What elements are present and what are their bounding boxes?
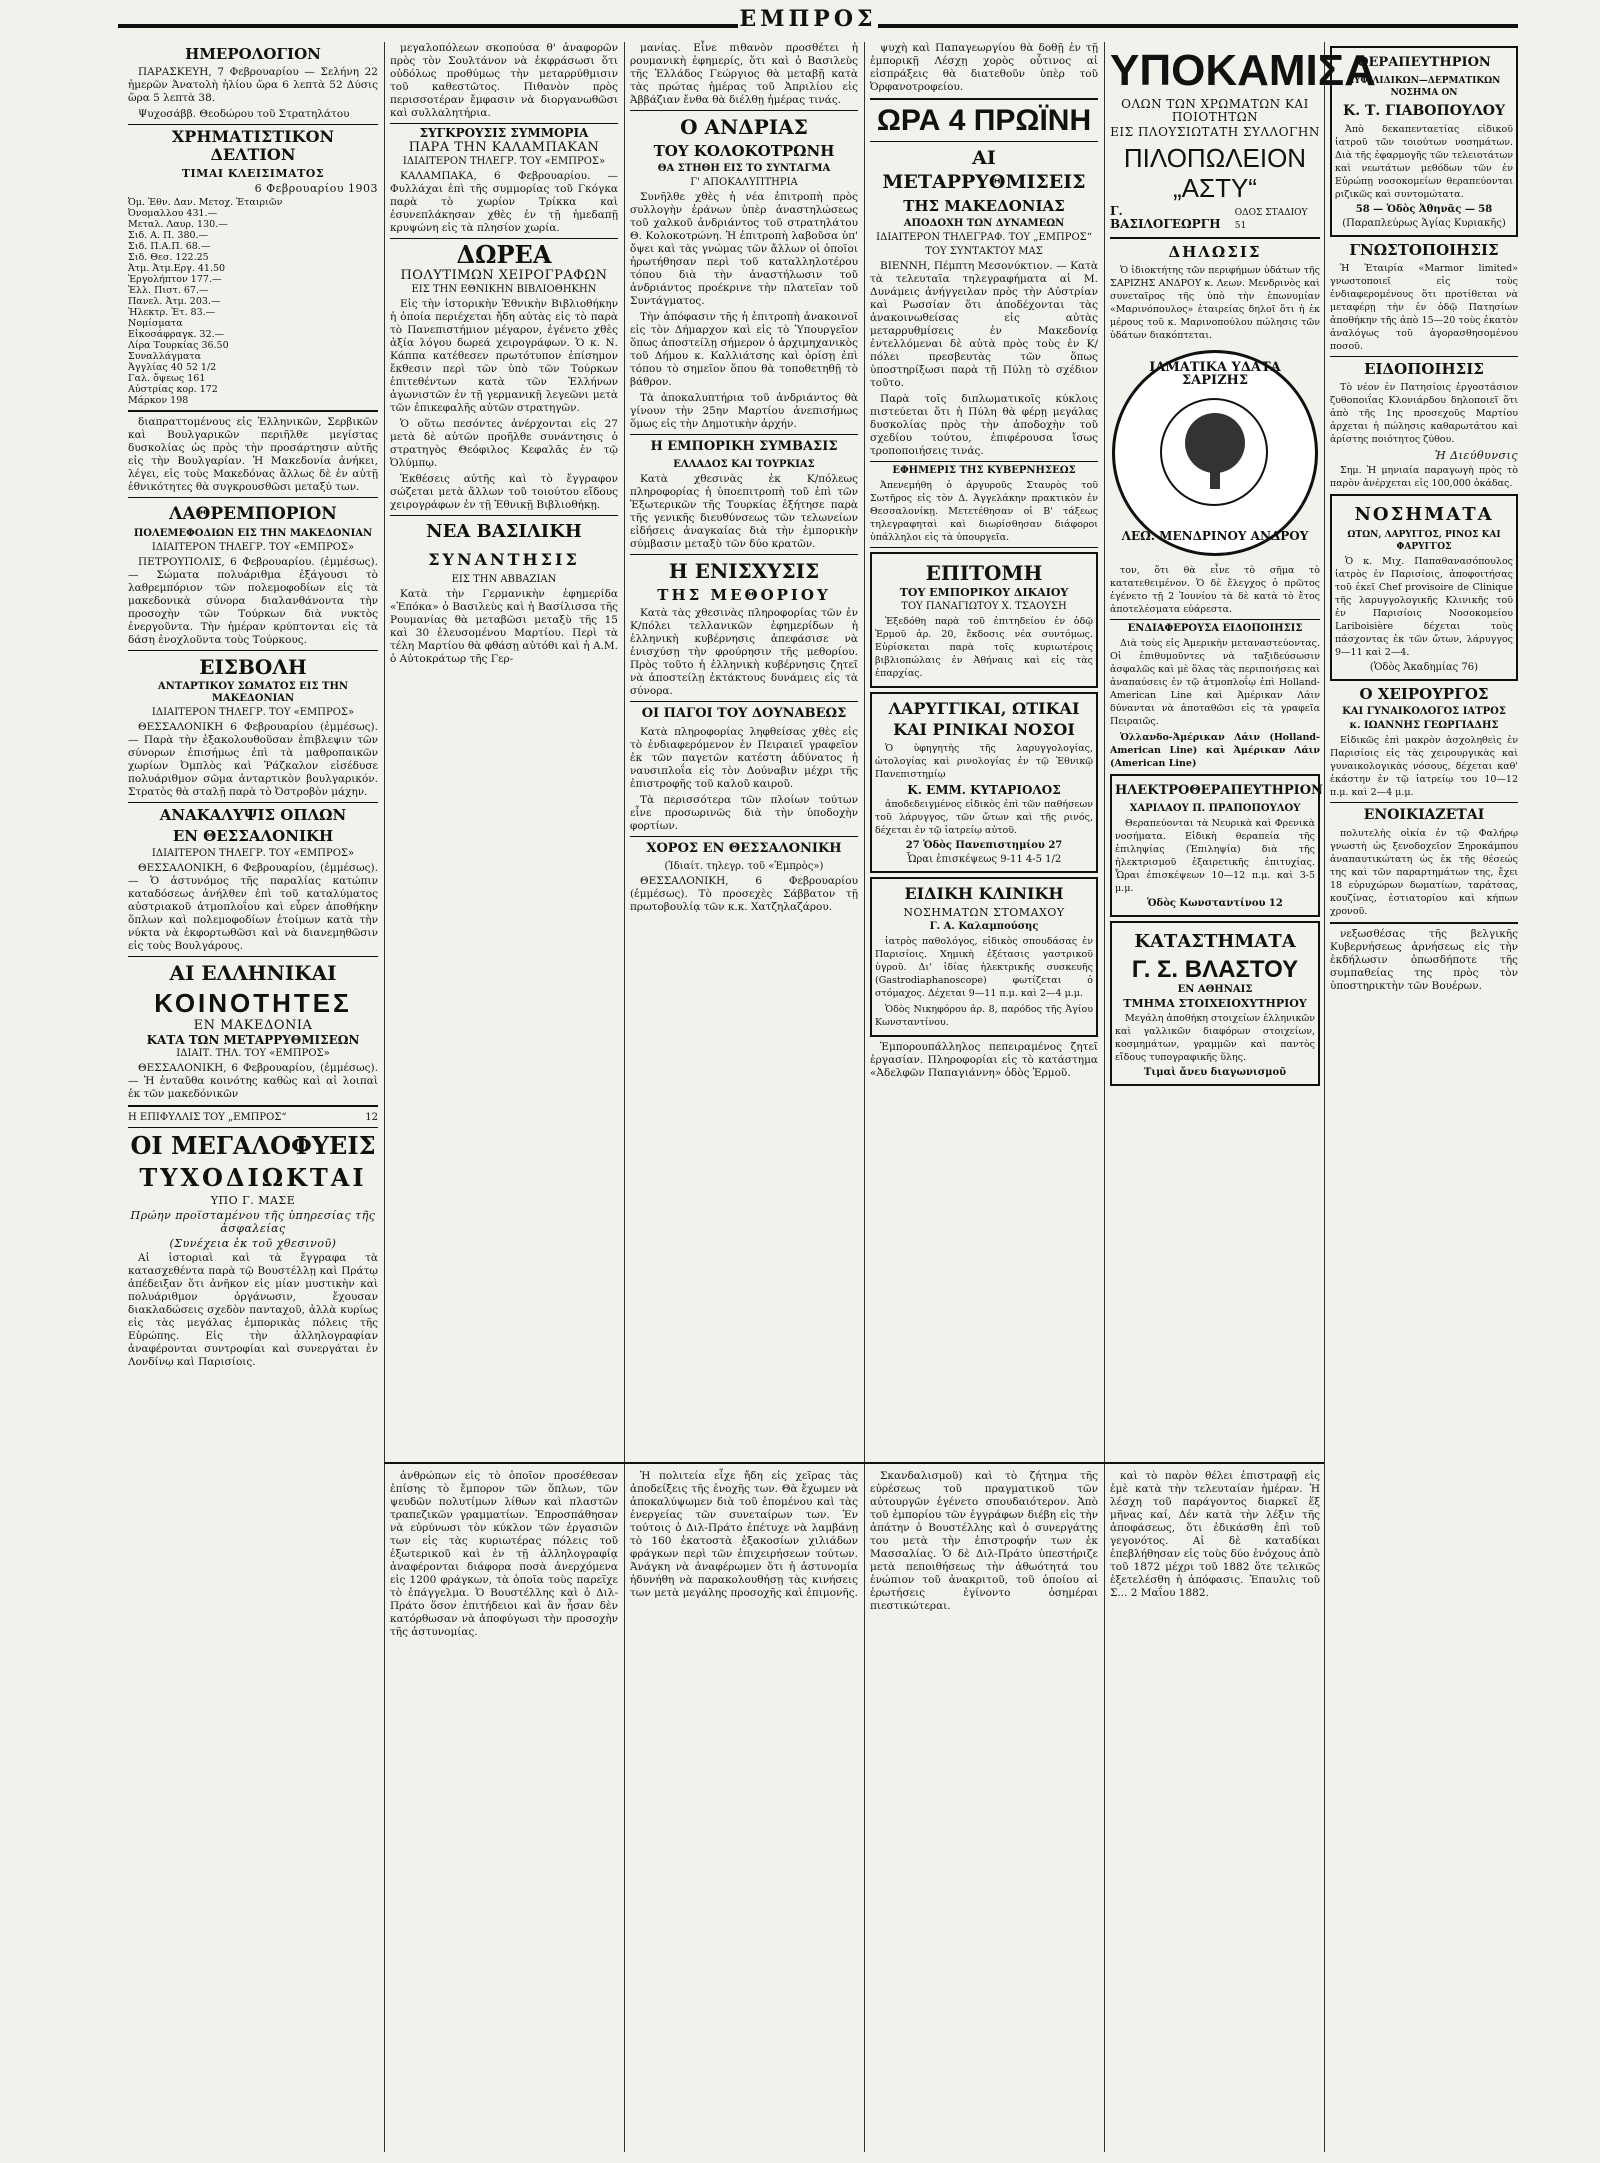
divider — [128, 802, 378, 803]
bulletin-row: Ἠλεκτρ. Ἑτ. 83.— — [128, 307, 216, 318]
article-subheading: ΕΝ ΜΑΚΕΔΟΝΙΑ — [193, 1018, 313, 1033]
article-text: ΘΕΣΣΑΛΟΝΙΚΗ, 6 Φεβρουαρίου, (ἐμμέσως). — Ὁ ἀστυνόμος τῆς παραλίας κατώπιν καταδόσεως ἀνήλθεν ἐπὶ τοῦ καταλύματος αὐστριακοῦ ἀτμοπλοΐου καὶ εὗρεν ἀποθήκην ὅπλων καὶ πολεμοφοδίων ἑτοίμων κατὰ τὴν νύκτα νὰ ἐκφορτωθῶσι καὶ νὰ διανεμηθῶσιν εἰς τοὺς Βουλγάρους. — [128, 862, 378, 952]
column-rule — [624, 42, 625, 2152]
bulletin-row: Ἑλλ. Πιστ. 67.— — [128, 285, 209, 296]
article-text: μεγαλοπόλεων σκοπούσα θ' ἀναφορῶν πρὸς τὸν Σουλτάνον νὰ ἐκφράσωσι ὅτι οὐδόλως προθύμως τὴν μεταρρύθμισιν τοῦ καθεστῶτος. Πιθανὸν πρὸς περισσοτέραν ἔμφασιν νὰ διοργανωθῶσι καὶ συλλαλητήρια. — [390, 42, 618, 119]
article-heading: ΣΥΝΑΝΤΗΣΙΣ — [428, 550, 580, 569]
advert-text: Διὰ τοὺς εἰς Ἀμερικὴν μεταναστεύοντας. Οἱ ἐπιθυμοῦντες νὰ ταξιδεύσωσιν ἀσφαλῶς καὶ μὲ ὅλας τὰς περιποιήσεις καὶ ἀναπαύσεις ἐν τῷ ἀτμοπλοΐῳ ἐπὶ Holland-American Line καὶ Ἀμέρικαν Λάιν δύνανται νὰ ἀποταθῶσι εἰς τὰ γραφεῖα Πειραιῶς. — [1110, 638, 1320, 727]
advert-doctor-name: Γ. Α. Καλαμπούσης — [929, 921, 1039, 932]
advert-subheading: ΝΟΣΗΜΑΤΩΝ ΣΤΟΜΑΧΟΥ — [903, 906, 1065, 919]
advert-therapy — [1330, 46, 1518, 237]
divider — [1110, 237, 1320, 239]
article-heading: ΤΗΣ ΜΕΘΟΡΙΟΥ — [657, 586, 831, 604]
article-subheading: ΠΟΛΥΤΙΜΩΝ ΧΕΙΡΟΓΡΑΦΩΝ — [400, 268, 608, 283]
divider — [630, 701, 858, 702]
bulletin-table — [128, 197, 378, 406]
advert-subheading: ΕΝ ΑΘΗΝΑΙΣ — [1177, 984, 1253, 995]
advert-store-line — [1110, 205, 1320, 233]
advert-clinic — [870, 877, 1098, 1037]
advert-electrotherapy — [1110, 774, 1323, 917]
article-text: ΘΕΣΣΑΛΟΝΙΚΗ, 6 Φεβρουαρίου, (ἐμμέσως). — Ἡ ἐνταῦθα κοινότης καθὼς καὶ αἱ λοιπαὶ ἐκ τῶν μακεδόνικῶν — [128, 1062, 378, 1100]
column-5 — [1110, 42, 1376, 1462]
bulletin-row: Ἀτμ. Ἀτμ.Εργ. 41.50 — [128, 263, 226, 274]
notice-heading: ΓΝΩΣΤΟΠΟΙΗΣΙΣ — [1349, 241, 1499, 259]
advert-stores — [1110, 921, 1320, 1086]
article-text: Ἐκθέσεις αὐτῆς καὶ τὸ ἔγγραφον σώζεται μετὰ ἄλλων τοῦ τοιούτου εἴδους χειρογράφων ἐν τῇ Ἐθνικῇ Βιβλιοθήκῃ. — [390, 473, 618, 511]
bulletin-row: Γαλ. ὄψεως 161 — [128, 373, 206, 384]
advert-address: 27 Ὁδὸς Πανεπιστημίου 27 — [905, 840, 1063, 851]
notice-text: Ἡ Ἑταιρία «Marmor limited» γνωστοποιεῖ εἰς τοὺς ἐνδιαφερομένους ὅτι προτίθεται νὰ μεταφέρῃ τὴν ἐν ὁδῷ Πατησίων ἀποθήκην τῆς ἀπὸ 15—20 τοὺς ἑκατὸν ἀναλόγως τοῦ ἀγορασθησομένου ποσοῦ. — [1330, 263, 1518, 352]
advert-store-name: ΠΙΛΟΠΩΛΕΙΟΝ „ΑΣΤΥ“ — [1123, 143, 1307, 203]
edition-heading: ΩΡΑ 4 ΠΡΩΪΝΗ — [876, 104, 1092, 137]
advert-heading: ΛΑΡΥΓΓΙΚΑΙ, ΩΤΙΚΑΙ — [888, 699, 1080, 718]
advert-heading: ΚΑΤΑΣΤΗΜΑΤΑ — [1134, 931, 1296, 952]
notice-heading: ΕΙΔΟΠΟΙΗΣΙΣ — [1364, 360, 1484, 378]
bulletin-date: 6 Φεβρουαρίου 1903 — [254, 182, 378, 195]
article-subheading: ΑΝΤΑΡΤΙΚΟΥ ΣΩΜΑΤΟΣ ΕΙΣ ΤΗΝ ΜΑΚΕΔΟΝΙΑΝ — [157, 681, 349, 704]
divider — [390, 123, 618, 124]
serial-band-rule — [384, 1462, 1324, 1464]
article-heading: ΕΦΗΜΕΡΙΣ ΤΗΣ ΚΥΒΕΡΝΗΣΕΩΣ — [892, 465, 1076, 476]
article-heading: ΤΟΥ ΚΟΛΟΚΟΤΡΩΝΗ — [653, 142, 835, 160]
article-text: ΘΕΣΣΑΛΟΝΙΚΗ 6 Φεβρουαρίου (ἐμμέσως). — Παρὰ τὴν ἐξακολουθοῦσαν ἐπιβλεψιν τῶν σύνορων ἐπισήμως ἐπὶ τὰ μαθροπαικῶν χωρίων Ὀμπλὸς καὶ Ῥάζκαλον εἰσέδυσε πολυάριθμον σῶμα ἀνταρτικὸν βουλγαρικόν. Στρατὸς θὰ σταλῇ παρὰ τὸ Ὀστροβὸν μάχην. — [128, 721, 378, 798]
advert-heading: ΕΙΔΙΚΗ ΚΛΙΝΙΚΗ — [904, 884, 1064, 903]
bulletin-subheading: ΤΙΜΑΙ ΚΛΕΙΣΙΜΑΤΟΣ — [181, 167, 325, 180]
article-subheading: ΕΙΣ ΤΗΝ ΑΒΒΑΖΙΑΝ — [451, 574, 557, 585]
tree-icon — [1185, 413, 1245, 473]
column-3 — [630, 42, 858, 1462]
article-text: Κατὰ πληροφορίας ληφθείσας χθὲς εἰς τὸ ἐνδιαφερόμενον ἐν Πειραιεῖ γραφεῖον ἐκ τῶν παγετῶν κατέστη ἀδύνατος ἡ ναυσιπλοΐα εἰς τὸν Δούναβιν μέχρι τῆς ἐπιστροφῆς τοῦ καλοῦ καιροῦ. — [630, 726, 858, 790]
advert-store-name: Γ. Σ. ΒΛΑΣΤΟΥ — [1131, 956, 1299, 983]
advert-heading: ΕΝΟΙΚΙΑΖΕΤΑΙ — [1363, 807, 1485, 823]
divider — [390, 515, 618, 516]
article-text: ΠΕΤΡΟΥΠΟΛΙΣ, 6 Φεβρουαρίου. (ἐμμέσως). — Σώματα πολυάριθμα ἐξάγουσι τὸ λαθρεμπόριον τῶν πολεμοφοδίων εἰς τὰ μακεδονικὰ σύνορα διαλανθάνοντα τὴν προσοχὴν τῶν Τούρκων διὰ νυκτὸς ἐνεργοῦντα. Τὴν ἡμέραν κρύπτονται εἰς τὰ δάση ἐνοχλοῦντα τοὺς Τούρκους. — [128, 556, 378, 646]
classified-text: Ἐμπορουπάλληλος πεπειραμένος ζητεῖ ἐργασίαν. Πληροφορίαι εἰς τὸ κατάστημα «Ἀδελφῶν Παπαγιάννη» ὁδὸς Ἑρμοῦ. — [870, 1041, 1098, 1079]
notice-text: τον, ὅτι θὰ εἶνε τὸ σῆμα τὸ κατατεθειμένον. Ὁ δὲ ἔλεγχος ὁ πρῶτος ἐγένετο τῇ 2 Ἰουνίου τὰ δὲ κατὰ τὸ ἔτος ἀποτελέσματα εὐάρεστα. — [1110, 565, 1320, 615]
advert-price: Τιμαὶ ἄνευ διαγωνισμοῦ — [1143, 1067, 1287, 1078]
divider — [870, 461, 1098, 462]
notice-text: Τὸ νέον ἐν Πατησίοις ἐργοστάσιον ζυθοποιΐας Κλονιάρδου δηλοποιεῖ ὅτι ἀπὸ τῆς 1ης προσεχοῦς Μαρτίου ἀρχεται ἡ πώλησις καθαρωτάτου καὶ ἀρίστης ποιότητος ζύθου. — [1330, 382, 1518, 445]
column-rule — [1104, 42, 1105, 2152]
advert-address: (Παραπλεύρως Ἁγίας Κυριακῆς) — [1342, 218, 1506, 229]
advert-doctor-name: κ. ΙΩΑΝΝΗΣ ΓΕΩΡΓΙΑΔΗΣ — [1349, 720, 1499, 731]
serial-continued: (Συνέχεια ἐκ τοῦ χθεσινοῦ) — [169, 1237, 337, 1250]
advert-ent — [870, 692, 1098, 873]
column-rule — [384, 42, 385, 2152]
bulletin-row: Ὀνομαλλου 431.— — [128, 208, 218, 219]
advert-heading: ΘΕΡΑΠΕΥΤΗΡΙΟΝ — [1357, 55, 1491, 70]
article-subheading: ΠΑΡΑ ΤΗΝ ΚΑΛΑΜΠΑΚΑΝ — [408, 140, 600, 155]
advert-text: Ὁ ὑφηγητὴς τῆς λαρυγγολογίας, ὠτολογίας καὶ ρινολογίας ἐν τῷ Ἐθνικῷ Πανεπιστημίῳ — [875, 743, 1093, 780]
bulletin-row: Ἐργολήπτον 177.— — [128, 274, 222, 285]
article-heading: ΕΙΣΒΟΛΗ — [199, 655, 307, 679]
column-1 — [128, 42, 378, 2152]
article-text: ψυχὴ καὶ Παπαγεωργίου θὰ δοθῇ ἐν τῇ ἐμπορικῇ Λέσχῃ χορὸς οὗτινος αἱ εἰσπράξεις θὰ διατεθοῦν ὑπὲρ τοῦ Ὀρφανοτροφείου. — [870, 42, 1098, 93]
advert-text: ἰατρὸς παθολόγος, εἰδικὸς σπουδάσας ἐν Παρισίοις. Χημικὴ ἐξέτασις γαστρικοῦ ὑγροῦ. Δι' ἰδίας ἠλεκτρικῆς συσκευῆς (Gastrodiaphanoscope) φωτίζεται ὁ στόμαχος. Δέχεται 9—11 π.μ. καὶ 2—4 μ.μ. — [875, 936, 1093, 999]
divider — [870, 141, 1098, 142]
bulletin-row: Λίρα Τουρκίας 36.50 — [128, 340, 229, 351]
article-heading: ΑΙ ΜΕΤΑΡΡΥΘΜΙΣΕΙΣ — [882, 147, 1086, 193]
bulletin-row: Μεταλ. Λαυρ. 130.— — [128, 219, 228, 230]
advert-diseases — [1330, 494, 1518, 681]
advert-heading: ΕΠΙΤΟΜΗ — [925, 561, 1043, 585]
serial-column-4 — [870, 1470, 1098, 2150]
article-source: ΙΔΙΑΙΤΕΡΟΝ ΤΗΛΕΓΡ. ΤΟΥ «ΕΜΠΡΟΣ» — [151, 848, 355, 859]
serial-author-note: Πρώην προϊσταμένου τῆς ὑπηρεσίας τῆς ἀσφαλείας — [130, 1209, 376, 1235]
divider — [630, 554, 858, 555]
divider — [128, 1127, 378, 1128]
divider — [128, 1105, 378, 1107]
advert-heading: ΗΛΕΚΤΡΟΘΕΡΑΠΕΥΤΗΡΙΟΝ — [1115, 783, 1323, 798]
advert-text: Ὁλλανδο-Ἀμέρικαν Λάιν (Holland-American Line) καὶ Ἀμέρικαν Λάιν (American Line) — [1110, 732, 1320, 769]
article-source: (Ἰδιαίτ. τηλεγρ. τοῦ «Ἐμπρὸς») — [664, 861, 824, 872]
calendar-text: Ψυχοσάββ. Θεοδώρου τοῦ Στρατηλάτου — [138, 108, 350, 120]
serial-text: ἀνθρώπων εἰς τὸ ὁποῖον προσέθεσαν ἐπίσης τὸ ἔμπορον τῶν ὅπλων, τῶν ψευδῶν πολυτίμων λίθων καὶ πλαστῶν τραπεζικῶν γραμματίων. Ἐπροσπάθησαν νὰ εὐρύνωσι τὸν κύκλον τῶν ἐργασιῶν των εἰς τὰς κυριωτέρας πόλεις τοῦ ἐξωτερικοῦ καὶ ἐν τῇ ἀλληλογραφίᾳ ἀναφέρονται διάφορα ποσὰ ἀνερχόμενα εἰς 1200 φράγκων, τὰ ὁποῖα τοὺς παρεῖχε τὸ ἐπάγγελμα. Ὁ Βουστέλλης καὶ ὁ Διλ-Πράτο ὅσον ἐπιτήδειοι καὶ ἂν ἦσαν δὲν κατόρθωσαν νὰ ἀποφύγωσι τὴν προσοχὴν τῆς ἀστυνομίας. — [390, 1470, 618, 1638]
article-heading: ΟΙ ΠΑΓΟΙ ΤΟΥ ΔΟΥΝΑΒΕΩΣ — [641, 706, 847, 721]
serial-title: ΟΙ ΜΕΓΑΛΟΦΥΕΙΣ — [130, 1131, 376, 1160]
article-heading: ΛΑΘΡΕΜΠΟΡΙΟΝ — [169, 504, 337, 524]
article-source: ΙΔΙΑΙΤΕΡΟΝ ΤΗΛΕΓΡ. ΤΟΥ «ΕΜΠΡΟΣ» — [151, 707, 355, 718]
article-source: ΙΔΙΑΙΤ. ΤΗΛ. ΤΟΥ «ΕΜΠΡΟΣ» — [176, 1048, 330, 1059]
advert-store-owner: Γ. ΒΑΣΙΛΟΓΕΩΡΓΗ — [1110, 204, 1221, 231]
advert-shirts-sub: ΟΛΩΝ ΤΩΝ ΧΡΩΜΑΤΩΝ ΚΑΙ ΠΟΙΟΤΗΤΩΝ — [1121, 97, 1309, 124]
serial-text: Ἡ πολιτεία εἶχε ἤδη εἰς χεῖρας τὰς ἀποδείξεις τῆς ἐνοχῆς των. Θὰ ἔχωμεν νὰ ἀποκαλύψωμεν διὰ τοῦ ἐπομένου καὶ τὰς ἐνεργείας τῶν συνεταίρων των. Ἐν τούτοις ὁ Διλ-Πράτο ἐπέτυχε νὰ λαμβάνῃ τὸ 160 ἑκατοστὰ ἑξακοσίων χιλιάδων φράγκων περὶ τῶν ἐπιχειρήσεων τούτων. Ἀνάγκη νὰ ἀναφέρωμεν ὅτι ἡ ἀστυνομία ἠδυνήθη νὰ παρακολουθήσῃ τὰς κινήσεις των μετὰ μεγάλης προσοχῆς καὶ ἐπιμονῆς. — [630, 1470, 858, 1599]
divider — [870, 547, 1098, 548]
article-text: ΒΙΕΝΝΗ, Πέμπτη Μεσονύκτιον. — Κατὰ τὰ τελευταῖα τηλεγραφήματα αἱ Μ. Δυνάμεις ἀνήγγειλαν πρὸς τὴν Αὐστρίαν καὶ Ρωσσίαν ὅτι ἀποδέχονται τὰς ἀνακοινωθείσας εἰς αὐτὰς μεταρρυθμίσεις ἐν Μακεδονίᾳ ἐντελλόμεναι δὲ αὐτὰ πρὸς τοὺς ἐν Κ/πόλει πρεσβευτὰς τῶν ὅπως ὑποστηρίξωσι παρὰ τῇ Πύλῃ τὸ σχέδιον τοῦτο. — [870, 260, 1098, 389]
serial-column-5 — [1110, 1470, 1320, 2150]
advert-store-address: ΟΔΟΣ ΣΤΑΔΙΟΥ 51 — [1234, 208, 1308, 231]
divider — [128, 497, 378, 498]
article-heading: ΑΙ ΕΛΛΗΝΙΚΑΙ — [169, 961, 337, 985]
advert-text: ἀποδεδειγμένος εἰδικὸς ἐπὶ τῶν παθήσεων τοῦ λάρυγγος, τῶν ὤτων καὶ τῆς ρινός, δέχεται ἐν τῷ ἰατρείῳ αὐτοῦ. — [875, 799, 1093, 836]
divider — [128, 650, 378, 651]
seal-text: ΛΕΩ. ΜΕΝΔΡΙΝΟΥ ΑΝΔΡΟΥ — [1121, 529, 1309, 543]
article-heading: Ο ΑΝΔΡΙΑΣ — [680, 115, 808, 139]
divider — [1330, 802, 1518, 803]
advert-heading: ΝΟΣΗΜΑΤΑ — [1354, 504, 1494, 525]
column-rule — [864, 42, 865, 2152]
article-text: Συνῆλθε χθὲς ἡ νέα ἐπιτροπὴ πρὸς συλλογὴν ἐράνων ὑπὲρ ἀναστηλώσεως τοῦ χαλκοῦ ἀνδριάντος τοῦ στρατηλάτου Θ. Κολοκοτρώνη. Ἡ ἐπιτροπὴ λαβοῦσα ὑπ' ὄψει καὶ τὰς γνώμας τῶν ἄλλων οἱ ὁποῖοι ἠρωτήθησαν περὶ τοῦ καταλληλοτέρου τόπου διὰ τὴν ἀναστήλωσιν τοῦ ἀνδριάντος προέκρινε τὴν πλατεῖαν τοῦ Συντάγματος. — [630, 191, 858, 307]
serial-text: Αἱ ἱστοριαὶ καὶ τὰ ἔγγραφα τὰ κατασχεθέντα παρὰ τῷ Βουστέλλῃ καὶ Πράτῳ ἀπέδειξαν ὅτι ἀνῆκον εἰς μίαν μυστικὴν καὶ πολυάριθμον ὀργάνωσιν, ἔχουσαν διακλαδώσεις σχεδὸν πανταχοῦ, ἀλλὰ κυρίως εἰς τὰς μεγάλας ἐμπορικὰς πόλεις τῆς Εὐρώπης. Εἰς τὴν ἀλληλογραφίαν ἀναφέρονται συντροφίαι καὶ συνεργάται ἐν Λονδίνῳ καὶ Παρισίοις. — [128, 1252, 378, 1368]
divider — [630, 110, 858, 111]
serial-number: 12 — [365, 1112, 378, 1123]
article-text: Τὴν ἀπόφασιν τῆς ἡ ἐπιτροπὴ ἀνακοινοῖ εἰς τὸν Δήμαρχον καὶ εἰς τὸ Ὑπουργεῖον ὅπως ἀποστείλῃ σήμερον ὁ ἀρχιμηχανικὸς τοῦ Δήμου κ. Καλλιάτσης καὶ ὁρίσῃ ἐπὶ τόπου τὸ σημεῖον ὅπου θὰ τοποθετηθῇ τὸ βάθρον. — [630, 311, 858, 388]
article-heading: ΚΟΙΝΟΤΗΤΕΣ — [154, 988, 352, 1018]
article-text: νεξωσθέσας τῆς βελγικῆς Κυβερνήσεως ἀρνήσεως εἰς τὴν ἐκδήλωσιν ὁπωσδήποτε τῆς συμπαθείας της πρὸς τὸν ὑποστηρικτὴν τῶν Βουέρων. — [1330, 928, 1518, 992]
article-text: Κατὰ τὴν Γερμανικὴν ἐφημερίδα «Ἐπόκα» ὁ Βασιλεὺς καὶ ἡ Βασίλισσα τῆς Ρουμανίας θὰ μεταβῶσι μεταξὺ τῆς 15 καὶ 30 ἐλευσομένου Μαρτίου. Περὶ τὰ τέλη Μαρτίου θὰ φθάσῃ αὐτόθι καὶ ἡ Α.Μ. ὁ Αὐτοκράτωρ τῆς Γερ- — [390, 588, 618, 665]
article-text: μανίας. Εἶνε πιθανὸν προσθέτει ἡ ρουμανικὴ ἐφημερίς, ὅτι καὶ ὁ Βασιλεὺς τῆς Ἑλλάδος Γεώργιος θὰ μεταβῇ κατὰ τὰς πρώτας ἡμέρας τοῦ Ἀπριλίου εἰς Ἀββάζιαν ἔνθα θὰ διέλθῃ ἡμέρας τινάς. — [630, 42, 858, 106]
bulletin-row: Ἀγγλίας 40 52 1/2 — [128, 362, 217, 373]
advert-heading: ΕΝΔΙΑΦΕΡΟΥΣΑ ΕΙΔΟΠΟΙΗΣΙΣ — [1127, 623, 1303, 634]
bulletin-row: Πανελ. Ἀτμ. 203.— — [128, 296, 221, 307]
article-text: ΘΕΣΣΑΛΟΝΙΚΗ, 6 Φεβρουαρίου (ἐμμέσως). Τὸ προσεχὲς Σάββατον τῇ πρωτοβουλίᾳ τῶν κ.κ. Χατζηλαζάρου. — [630, 875, 858, 913]
serial-label: Η ΕΠΙΦΥΛΛΙΣ ΤΟΥ „ΕΜΠΡΟΣ“ — [128, 1112, 287, 1123]
article-text: διαπραττομένους εἰς Ἑλληνικῶν, Σερβικῶν καὶ Βουλγαρικῶν περιῆλθε μεγίστας δυσκολίας ὡς πρὸς τὴν προσάρτησιν αὐτῆς εἰς τὴν Βουλγαρίαν. Ἡ Μακεδονία ἀνήκει, λέγει, εἰς τοὺς Μακεδόνας ἄλλως δὲ ἐν αὐτῇ ἐθνικότητες θὰ συγκρουσθῶσι μεταξύ των. — [128, 416, 378, 493]
article-subheading: Γ' ΑΠΟΚΑΛΥΠΤΗΡΙΑ — [690, 177, 798, 188]
article-text: Τὰ ἀποκαλυπτήρια τοῦ ἀνδριάντος θὰ γίνουν τὴν 25ην Μαρτίου ἀνεπισήμως ὅμως εἰς τὴν Δημοτικὴν ἀρχήν. — [630, 392, 858, 430]
advert-subheading: ΩΤΩΝ, ΛΑΡΥΓΓΟΣ, ΡΙΝΟΣ ΚΑΙ ΦΑΡΥΓΓΟΣ — [1347, 530, 1501, 552]
advert-subheading: ΤΟΥ ΠΑΝΑΓΙΩΤΟΥ Χ. ΤΣΑΟΥΣΗ — [901, 601, 1067, 612]
advert-text: Ὁ κ. Μιχ. Παπαθανασόπουλος ἰατρὸς ἐν Παρισίοις, ἀποφοιτήσας τοῦ ἐκεῖ Chef provisoire de Clinique τῆς λαρυγγολογικῆς Κλινικῆς τοῦ ἐν Παρισίοις Νοσοκομείου Lariboisière δέχεται τοὺς πάσχοντας ἐκ τῶν ὤτων, λάρυγγος 9—11 καὶ 2—4. — [1335, 556, 1513, 658]
serial-author: ΥΠΟ Γ. ΜΑΣΕ — [210, 1194, 296, 1207]
divider — [128, 124, 378, 125]
article-heading: ΣΥΓΚΡΟΥΣΙΣ ΣΥΜΜΟΡΙΑ — [419, 126, 589, 140]
advert-subheading: ΚΑΙ ΓΥΝΑΙΚΟΛΟΓΟΣ ΙΑΤΡΟΣ — [1342, 706, 1506, 717]
advert-doctor-name: Κ. Τ. ΓΙΑΒΟΠΟΥΛΟΥ — [1343, 103, 1505, 119]
advert-text: πολυτελὴς οἰκία ἐν τῷ Φαλήρῳ γνωστὴ ὡς ξενοδοχεῖον Ξηροκάμπου ἀναπαυτικώτατη ὡς ἐκ τῆς θέσεώς της καὶ τῶν παραρτημάτων της, ἔχει 18 εὐρυχώρων δωματίων, ταράτσας, κουζίνας, ἐστιατορίου καὶ κήπων χρονοῦ. — [1330, 828, 1518, 917]
column-rule — [1324, 42, 1325, 2152]
serial-text: καὶ τὸ παρὸν θέλει ἐπιστραφῇ εἰς ἐμὲ κατὰ τὴν τελευταίαν ἡμέραν. Ἡ λέσχη τοῦ παράγοντος διαρκεῖ ἕξ μῆνας καί, Δέν κατὰ τὴν λέξιν τῆς ἀποφάσεως, ὅτι ἐδικάσθη ἐπὶ τοῦ γεγονότος. Αἱ δὲ καταδίκαι ἐπεβλήθησαν εἰς τοὺς δύο ἐνόχους ἀπὸ τοῦ 1872 μέχρι τοῦ 1882 ὅτε τελικῶς ἐξετελέσθη ἡ ἀπόφασις. Ἐπαυλις τοῦ Σ... 2 Μαΐου 1882. — [1110, 1470, 1320, 1599]
bulletin-heading: ΧΡΗΜΑΤΙΣΤΙΚΟΝ ΔΕΛΤΙΟΝ — [171, 127, 335, 164]
serial-column-3 — [630, 1470, 858, 2150]
article-text: ΚΑΛΑΜΠΑΚΑ, 6 Φεβρουαρίου. — Φυλλάχαι ἐπὶ τῆς συμμορίας τοῦ Γκόγκα παρὰ τὸ χωρίον Τρίκκα καὶ ἐσυνεπλάκησαν χθὲς ἐν τῇ ἡμεδαπῇ κρυψώνη εἰς τὰ πλησίον χωρία. — [390, 170, 618, 234]
divider — [630, 836, 858, 837]
divider — [128, 956, 378, 957]
article-subheading: ΘΑ ΣΤΗΘΗ ΕΙΣ ΤΟ ΣΥΝΤΑΓΜΑ — [657, 163, 831, 174]
divider — [870, 98, 1098, 100]
serial-header — [128, 1111, 378, 1124]
newspaper-title: ΕΜΠΡΟΣ — [739, 6, 877, 32]
bulletin-row: Σιδ. Π.Α.Π. 68.— — [128, 241, 211, 252]
article-subheading: ΕΝ ΘΕΣΣΑΛΟΝΙΚΗ — [172, 827, 334, 845]
article-subheading: ΤΗΣ ΜΑΚΕΔΟΝΙΑΣ — [903, 197, 1065, 215]
article-subheading: ΚΑΤΑ ΤΩΝ ΜΕΤΑΡΡΥΘΜΙΣΕΩΝ — [146, 1033, 360, 1047]
column-4 — [870, 42, 1098, 1462]
article-text: Ὁ οὕτω πεσόντες ἀνέρχονται εἰς 27 μετὰ δὲ αὐτῶν προῆλθε συνάντησις ὁ στρατηγὸς Θεόφιλος Κεφαλᾶς ἐν τῷ Ὀλύμπῳ. — [390, 418, 618, 469]
serial-title: ΤΥΧΟΔΙΩΚΤΑΙ — [139, 1163, 367, 1192]
advert-address: Ὁδὸς Νικηφόρου ἀρ. 8, παρόδος τῆς Ἀγίου Κωνσταντίνου. — [875, 1004, 1093, 1028]
article-heading: Η ΕΝΙΣΧΥΣΙΣ — [668, 559, 820, 583]
article-heading: ΝΕΑ ΒΑΣΙΛΙΚΗ — [426, 521, 582, 542]
divider — [128, 410, 378, 412]
serial-column-2 — [390, 1470, 618, 2150]
bulletin-row: Μάρκον 198 — [128, 395, 189, 406]
advert-shirts-sub: ΕΙΣ ΠΛΟΥΣΙΩΤΑΤΗ ΣΥΛΛΟΓΗΝ — [1110, 125, 1320, 139]
bulletin-row: Αὐστρίας κορ. 172 — [128, 384, 218, 395]
advert-text: Θεραπεύονται τὰ Νευρικὰ καὶ Φρενικὰ νοσήματα. Εἰδικὴ θεραπεία τῆς ἐπιληψίας (Ἐπιληψία) διὰ τῆς ἠλεκτρισμοῦ ἐξαιρετικῆς ἐπιτυχίας. Ὧραι ἐπισκέψεων 10—12 π.μ. καὶ 3-5 μ.μ. — [1115, 818, 1315, 894]
article-subheading: ΕΙΣ ΤΗΝ ΕΘΝΙΚΗΝ ΒΙΒΛΙΟΘΗΚΗΝ — [411, 284, 597, 295]
advert-heading: Ο ΧΕΙΡΟΥΡΓΟΣ — [1359, 685, 1489, 703]
article-text: Κατὰ χθεσινὰς ἐκ Κ/πόλεως πληροφορίας ἡ ὑποεπιτροπὴ τοῦ ἐπὶ τῶν Ἐξωτερικῶν τῆς Τουρκίας ἐξήτησε παρὰ τῆς γενικῆς διευθύνσεως τῶν τελωνείων εἰδήσεις ἀναγκαίας διὰ τὴν ἐμπορικὴν σύμβασιν μεταξὺ τῶν δύο κρατῶν. — [630, 473, 858, 550]
advert-address: 58 — Ὁδὸς Ἀθηνᾶς — 58 — [1355, 204, 1493, 215]
divider — [1330, 922, 1518, 924]
advert-address: (Ὁδὸς Ἀκαδημίας 76) — [1369, 662, 1479, 673]
advert-address: Ὁδὸς Κωνσταντίνου 12 — [1147, 898, 1283, 909]
bulletin-row: Νομίσματα — [128, 318, 183, 329]
notice-signature: Ἡ Διεύθυνσις — [1434, 449, 1518, 462]
divider — [1110, 619, 1320, 620]
advert-text: Ἐξεδόθη παρὰ τοῦ ἐπιτηδείου ἐν ὁδῷ Ἑρμοῦ ἀρ. 20, ἔκδοσις νέα συντόμως. Εὑρίσκεται παρὰ τοῖς κυριωτέροις βιβλιοπώλαις ἐν Ἀθήναις καὶ εἰς τὰς ἐπαρχίας. — [875, 616, 1093, 679]
advert-text: Μεγάλη ἀποθήκη στοιχείων ἑλληνικῶν καὶ γαλλικῶν διαφόρων στοιχείων, κοσμημάτων, γραμμῶν καὶ παντὸς εἴδους τυπογραφικῆς ὕλης. — [1115, 1013, 1315, 1063]
advert-text: Εἰδικῶς ἐπὶ μακρὸν ἀσχοληθεὶς ἐν Παρισίοις εἰς τὰς χειρουργικὰς καὶ γυναικολογικὰς νόσους, δέχεται καθ' ἑκάστην ἐν τῷ ἰατρείῳ του 10—12 π.μ. καὶ 2—4 μ.μ. — [1330, 735, 1518, 798]
bulletin-row: Εἰκοσάφραγκ. 32.— — [128, 329, 225, 340]
article-text: Τὰ περισσότερα τῶν πλοίων τούτων εἶνε προσωρινῶς διὰ τὴν ὑποδοχὴν φορτίων. — [630, 794, 858, 832]
bulletin-row: Σιδ. Θεσ. 122.25 — [128, 252, 209, 263]
divider — [1330, 356, 1518, 357]
advert-hours: Ὧραι ἐπισκέψεως 9-11 4-5 1/2 — [906, 854, 1062, 865]
bulletin-table-header: Ὀμ. Ἐθν. Δαν. Μετοχ. Ἑταιριῶν — [128, 197, 283, 208]
article-subheading: ΑΠΟΔΟΧΗ ΤΩΝ ΔΥΝΑΜΕΩΝ — [903, 218, 1065, 229]
article-text: Κατὰ τὰς χθεσινὰς πληροφορίας τῶν ἐν Κ/πόλει τελλανικῶν ἐφημερίδων ἡ ἑλληνικὴ κυβέρνησις ἀπεφάσισε νὰ ἐνισχύσῃ τὴν φρούρησιν τῆς μεθορίου. Πρὸς τοῦτο ἡ ἑλληνικὴ κυβέρνησις ζητεῖ νὰ ἀποστείλῃ ἐκτάκτους δυνάμεις εἰς τὰ σύνορα. — [630, 607, 858, 697]
bulletin-row: Συναλλάγματα — [128, 351, 202, 362]
article-heading: ΑΝΑΚΑΛΥΨΙΣ ΟΠΛΩΝ — [159, 806, 347, 824]
advert-subheading: ΣΥΦΙΛΙΔΙΚΩΝ—ΔΕΡΜΑΤΙΚΩΝ ΝΟΣΗΜΑ ΟΝ — [1347, 76, 1501, 98]
notice-text: Ὁ ἰδιοκτήτης τῶν περιφήμων ὑδάτων τῆς ΣΑΡΙΖΗΣ ΑΝΔΡΟΥ κ. Λεων. Μενδρινὸς καὶ συνεταῖρος τῆς ὑπὸ τὴν ἐπωνυμίαν «Μαρινόπουλος» ἑταιρείας δηλοῖ ὅτι ἡ ἐκ μέρους τοῦ κ. Μαρινοπούλου πώλησις τῶν ὑδάτων διακόπτεται. — [1110, 265, 1320, 341]
serial-text: Σκανδαλισμοῦ) καὶ τὸ ζήτημα τῆς εὐρέσεως τοῦ πραγματικοῦ τῶν αὐτουργῶν ἐγένετο σπουδαιότερον. Ἀπὸ τοῦ ἐμπορίου τῶν ἐγγράφων διέβη εἰς τὴν ἀπάτην ὁ Βουστέλλης καὶ ὁ συνεργάτης του μετὰ τὴν ἐπιστροφήν των ἐκ Μασσαλίας. Ὁ δὲ Διλ-Πράτο ὑπεστήριζε μετὰ πεποιθήσεως τὴν ἀθωότητά του ἐνώπιον τοῦ ἀνακριτοῦ, τοῦ ὁποίου αἱ ἐρωτήσεις ἐγίνοντο ὁσημέραι πιεστικώτεραι. — [870, 1470, 1098, 1612]
masthead — [118, 6, 1518, 36]
tree-trunk — [1210, 465, 1220, 489]
advert-doctor-name: Κ. ΕΜΜ. ΚΥΤΑΡΙΟΛΟΣ — [907, 783, 1061, 797]
water-seal-logo — [1112, 350, 1318, 556]
article-source: ΤΟΥ ΣΥΝΤΑΚΤΟΥ ΜΑΣ — [925, 246, 1043, 257]
column-2 — [390, 42, 618, 1462]
article-text: Παρὰ τοῖς διπλωματικοῖς κύκλοις πιστεύεται ὅτι ἡ Πύλη θὰ φέρῃ μεγάλας δυσκολίας πρὸς τὴν ἀποδοχὴν τοῦ σχεδίου τούτου, ἐπιφέρουσα ἴσως τροποποιήσεις τινάς. — [870, 393, 1098, 457]
advert-subheading: ΤΟΥ ΕΜΠΟΡΙΚΟΥ ΔΙΚΑΙΟΥ — [899, 586, 1069, 599]
article-source: ΙΔΙΑΙΤΕΡΟΝ ΤΗΛΕΓΡ. ΤΟΥ «ΕΜΠΡΟΣ» — [402, 156, 606, 167]
article-heading: ΧΟΡΟΣ ΕΝ ΘΕΣΣΑΛΟΝΙΚΗ — [646, 841, 842, 856]
article-subheading: ΕΛΛΑΔΟΣ ΚΑΙ ΤΟΥΡΚΙΑΣ — [673, 459, 815, 470]
article-text: Ἀπενεμήθη ὁ ἀργυροῦς Σταυρὸς τοῦ Σωτῆρος εἰς τὸν Δ. Ἀγγελάκην πρακτικὸν ἐν Θεσσαλονίκῃ. Μετετέθησαν οἱ Β' τάξεως τηλεγραφηταὶ καὶ διωρίσθησαν διάφοροι ὑπάλληλοι εἰς τὰ ὑπουργεῖα. — [870, 480, 1098, 543]
article-source: ΙΔΙΑΙΤΕΡΟΝ ΤΗΛΕΓΡΑΦ. ΤΟΥ „ΕΜΠΡΟΣ“ — [876, 232, 1092, 243]
bulletin-row: Σιδ. Α. Π. 380.— — [128, 230, 209, 241]
bulletin-rows — [128, 208, 378, 406]
article-heading: Η ΕΜΠΟΡΙΚΗ ΣΥΜΒΑΣΙΣ — [650, 439, 838, 454]
advert-law — [870, 552, 1098, 688]
divider — [390, 238, 618, 239]
article-heading: ΔΩΡΕΑ — [456, 240, 552, 269]
advert-heading: ΚΑΙ ΡΙΝΙΚΑΙ ΝΟΣΟΙ — [893, 720, 1075, 739]
calendar-heading: ΗΜΕΡΟΛΟΓΙΟΝ — [185, 45, 321, 63]
notice-heading: ΔΗΛΩΣΙΣ — [1168, 243, 1262, 261]
advert-shirts-heading: ΥΠΟΚΑΜΙΣΑ — [1110, 46, 1376, 95]
notice-text: Σημ. Ἡ μηνιαία παραγωγὴ πρὸς τὸ παρὸν ἀνέρχεται εἰς 100,000 ὀκάδας. — [1330, 465, 1518, 489]
article-source: ΙΔΙΑΙΤΕΡΟΝ ΤΗΛΕΓΡ. ΤΟΥ «ΕΜΠΡΟΣ» — [151, 542, 355, 553]
advert-subheading: ΤΜΗΜΑ ΣΤΟΙΧΕΙΟΧΥΤΗΡΙΟΥ — [1123, 997, 1307, 1010]
article-text: Εἰς τὴν ἱστορικὴν Ἐθνικὴν Βιβλιοθήκην ἡ ὁποία περιέχεται ἤδη αὐτὰς εἰς τὸ παρὰ τὸ Πανεπιστήμιον μέγαρον, ἐγένετο χθὲς ἀξία λόγου δωρεά χειρογράφων. Ὁ κ. Ν. Κάππα κατέθεσεν πρωτότυπον ἐπίσημον ἔκθεσιν περὶ τῶν ὑπὸ τῶν Τούρκων ἐπιτεθέντων κατὰ τῶν Ἑλλήνων ἀγωνιστῶν ἐν τῇ γερμανικῇ λεγεῶνι μετὰ τῶν ἐπικεφαλῆς αὐτῶν στρατηγῶν. — [390, 298, 618, 414]
article-subheading: ΠΟΛΕΜΕΦΟΔΙΩΝ ΕΙΣ ΤΗΝ ΜΑΚΕΔΟΝΙΑΝ — [133, 528, 373, 539]
calendar-text: ΠΑΡΑΣΚΕΥΗ, 7 Φεβρουαρίου — Σελήνη 22 ἡμερῶν Ἀνατολὴ ἡλίου ὥρα 6 λεπτὰ 52 Δύσις ὥρα 5 λεπτὰ 38. — [128, 66, 378, 104]
divider — [630, 434, 858, 435]
advert-text: Ἀπὸ δεκαπενταετίας εἰδικοῦ ἰατροῦ τῶν τοιούτων νοσημάτων. Διὰ τῆς ἐφαρμογῆς τῶν τελειοτάτων καὶ νεωτάτων μεθόδων τῶν ἐν Εὐρώπῃ νοσοκομείων θεραπεύονται ριζικῶς καὶ συντομώτατα. — [1335, 124, 1513, 200]
column-6 — [1330, 42, 1518, 2152]
advert-subheading: ΧΑΡΙΛΑΟΥ Π. ΠΡΑΠΟΠΟΥΛΟΥ — [1129, 803, 1301, 814]
seal-text: ΙΑΜΑΤΙΚΑ ΥΔΑΤΑ ΣΑΡΙΖΗΣ — [1149, 360, 1281, 388]
